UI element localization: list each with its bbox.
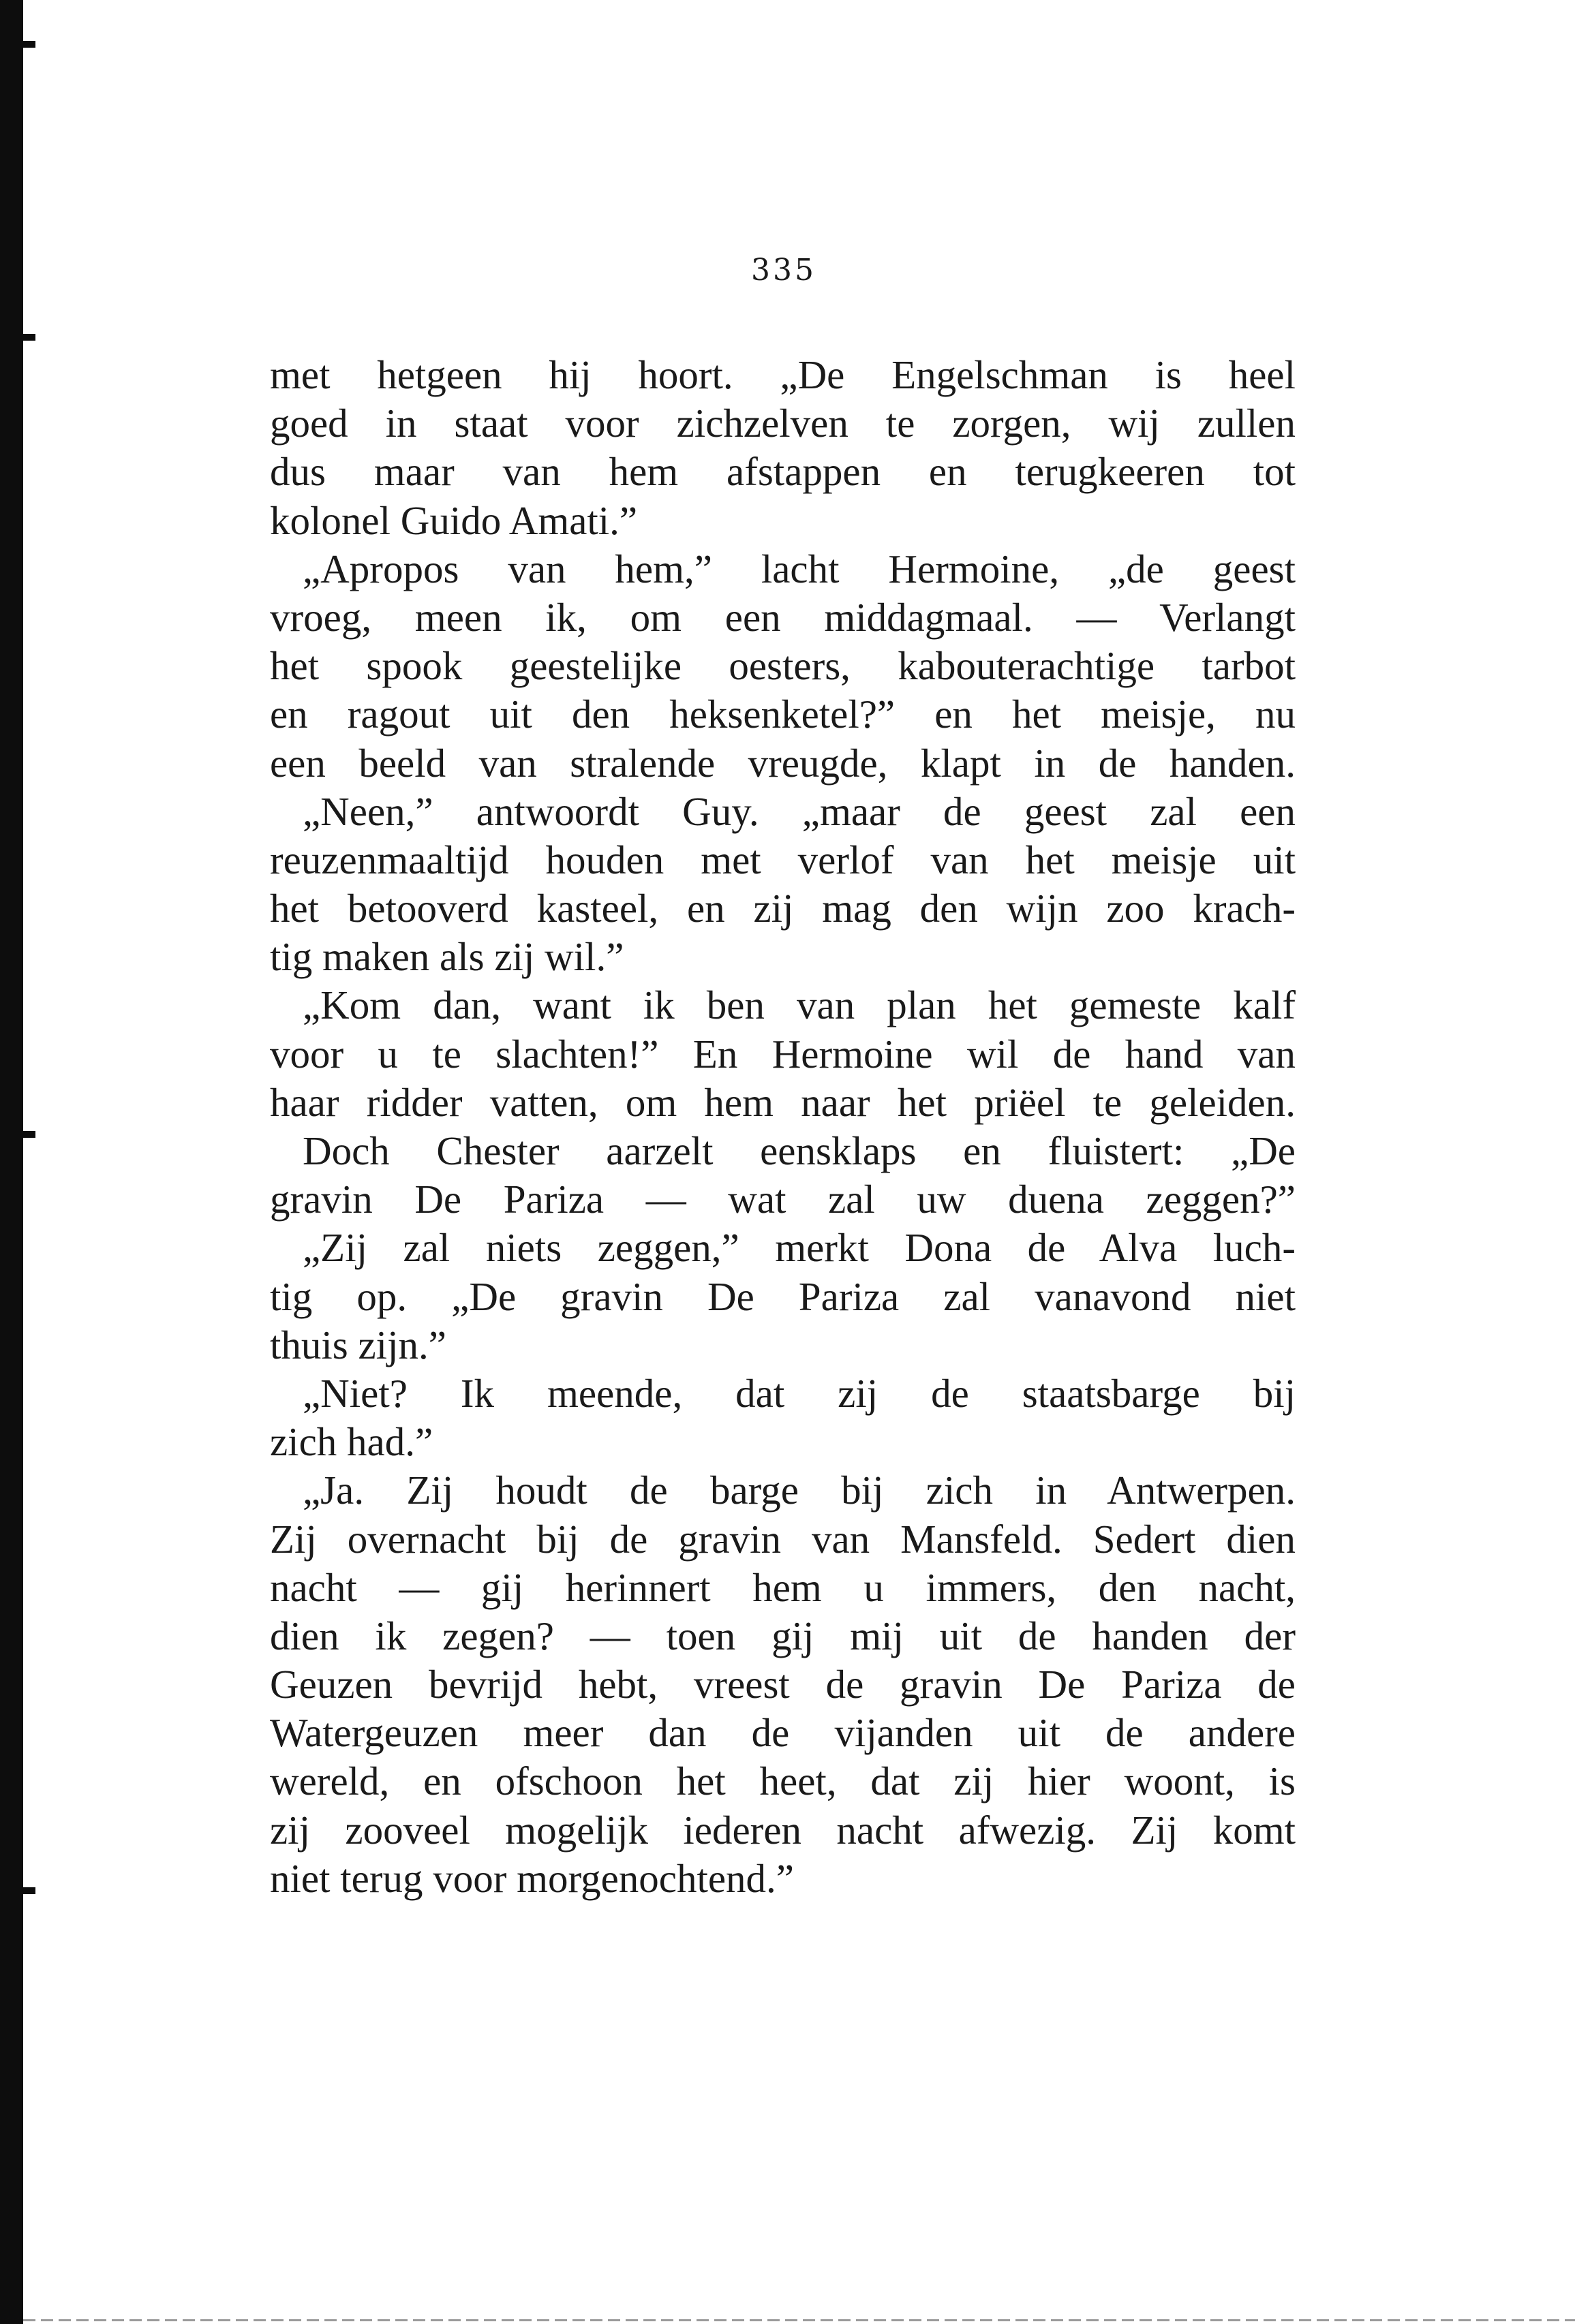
text-line: met hetgeen hij hoort. „De Engelschman is heel bbox=[270, 352, 1296, 397]
text-line: „Kom dan, want ik ben van plan het gemeste kalf bbox=[303, 982, 1296, 1028]
binding-notch bbox=[23, 41, 35, 48]
text-line: dus maar van hem afstappen en terugkeeren tot bbox=[270, 449, 1296, 495]
binding-notch bbox=[23, 1887, 35, 1894]
text-line: wereld, en ofschoon het heet, dat zij hier woont, is bbox=[270, 1759, 1296, 1804]
text-line: „Apropos van hem,” lacht Hermoine, „de geest bbox=[303, 546, 1296, 591]
text-line: zich had.” bbox=[270, 1419, 433, 1465]
text-line: kolonel Guido Amati.” bbox=[270, 497, 638, 543]
text-line: en ragout uit den heksenketel?” en het meisje, nu bbox=[270, 692, 1296, 737]
text-line: tig maken als zij wil.” bbox=[270, 934, 624, 980]
text-line: tig op. „De gravin De Pariza zal vanavond niet bbox=[270, 1273, 1296, 1319]
text-line: Geuzen bevrijd hebt, vreest de gravin De Pariza de bbox=[270, 1662, 1296, 1707]
text-line: „Zij zal niets zeggen,” merkt Dona de Alva luch- bbox=[303, 1225, 1296, 1271]
text-line: thuis zijn.” bbox=[270, 1322, 446, 1367]
text-line: nacht — gij herinnert hem u immers, den nacht, bbox=[270, 1564, 1296, 1610]
text-line: Watergeuzen meer dan de vijanden uit de andere bbox=[270, 1710, 1296, 1756]
text-line: „Niet? Ik meende, dat zij de staatsbarge bij bbox=[303, 1370, 1296, 1416]
text-line: dien ik zegen? — toen gij mij uit de handen der bbox=[270, 1613, 1296, 1658]
binding-notch bbox=[23, 334, 35, 341]
page-bottom-edge bbox=[23, 2319, 1575, 2321]
text-line: reuzenmaaltijd houden met verlof van het meisje uit bbox=[270, 837, 1296, 882]
text-line: Doch Chester aarzelt eensklaps en fluistert: „De bbox=[303, 1128, 1296, 1173]
text-line: zij zooveel mogelijk iederen nacht afwezig. Zij komt bbox=[270, 1807, 1296, 1853]
text-line: Zij overnacht bij de gravin van Mansfeld. Sedert dien bbox=[270, 1516, 1296, 1562]
page-number: 335 bbox=[751, 253, 816, 288]
text-line: „Ja. Zij houdt de barge bij zich in Antwerpen. bbox=[303, 1468, 1296, 1513]
text-line: gravin De Pariza — wat zal uw duena zeggen?” bbox=[270, 1177, 1296, 1222]
text-line: een beeld van stralende vreugde, klapt in de handen. bbox=[270, 740, 1296, 786]
text-line: „Neen,” antwoordt Guy. „maar de geest zal een bbox=[303, 788, 1296, 834]
text-line: vroeg, meen ik, om een middagmaal. — Verlangt bbox=[270, 594, 1296, 640]
text-line: het spook geestelijke oesters, kabouterachtige tarbot bbox=[270, 643, 1296, 689]
text-line: voor u te slachten!” En Hermoine wil de hand van bbox=[270, 1031, 1296, 1076]
text-line: haar ridder vatten, om hem naar het priëel te geleiden. bbox=[270, 1079, 1296, 1125]
body-text bbox=[270, 351, 1296, 1903]
text-line: niet terug voor morgenochtend.” bbox=[270, 1855, 794, 1901]
book-binding-edge bbox=[0, 0, 23, 2324]
binding-notch bbox=[23, 1131, 35, 1138]
text-line: goed in staat voor zichzelven te zorgen, wij zullen bbox=[270, 401, 1296, 446]
text-line: het betooverd kasteel, en zij mag den wijn zoo krach- bbox=[270, 886, 1296, 931]
